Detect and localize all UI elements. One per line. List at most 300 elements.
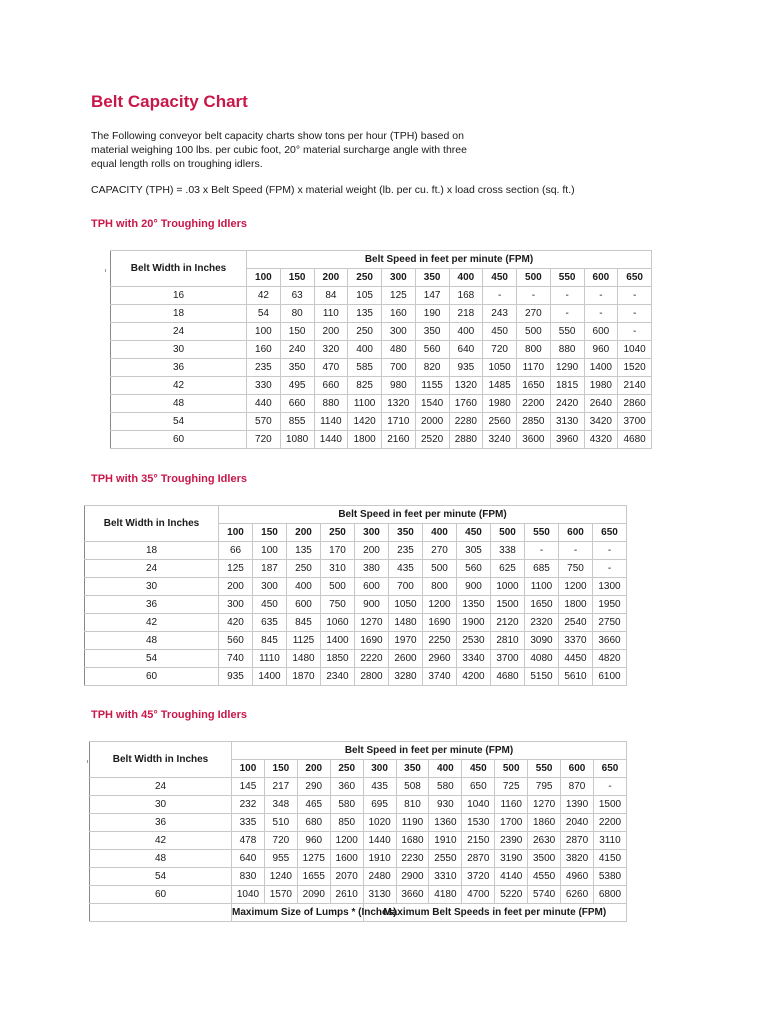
- capacity-cell: 508: [396, 778, 429, 796]
- capacity-cell: 420: [219, 614, 253, 632]
- speed-column-header: 650: [618, 269, 652, 287]
- capacity-cell: 500: [423, 560, 457, 578]
- capacity-cell: 1980: [483, 395, 517, 413]
- capacity-cell: 4320: [584, 431, 618, 449]
- capacity-cell: 5220: [495, 886, 528, 904]
- capacity-cell: 2140: [618, 377, 652, 395]
- capacity-cell: 470: [314, 359, 348, 377]
- capacity-cell: 1320: [382, 395, 416, 413]
- capacity-cell: 1400: [253, 668, 287, 686]
- capacity-cell: 3190: [495, 850, 528, 868]
- capacity-cell: 740: [219, 650, 253, 668]
- speed-column-header: 600: [584, 269, 618, 287]
- capacity-cell: 560: [219, 632, 253, 650]
- capacity-cell: 300: [253, 578, 287, 596]
- section-title-35: TPH with 35° Troughing Idlers: [91, 473, 247, 485]
- belt-width-cell: 60: [111, 431, 247, 449]
- capacity-cell: 3700: [618, 413, 652, 431]
- capacity-cell: 310: [321, 560, 355, 578]
- capacity-cell: 495: [280, 377, 314, 395]
- speed-column-header: 250: [330, 760, 363, 778]
- capacity-cell: 450: [253, 596, 287, 614]
- capacity-cell: 2880: [449, 431, 483, 449]
- capacity-cell: 3820: [561, 850, 594, 868]
- belt-width-header: Belt Width in Inches: [111, 251, 247, 287]
- speed-column-header: 350: [415, 269, 449, 287]
- capacity-cell: 4820: [593, 650, 627, 668]
- speed-column-header: 450: [457, 524, 491, 542]
- table-row: [111, 431, 652, 449]
- capacity-cell: 1910: [363, 850, 396, 868]
- capacity-cell: 63: [280, 287, 314, 305]
- capacity-cell: 560: [457, 560, 491, 578]
- table-row: [85, 560, 627, 578]
- capacity-cell: 680: [297, 814, 330, 832]
- capacity-cell: -: [559, 542, 593, 560]
- table-row: [90, 886, 627, 904]
- capacity-cell: 3110: [593, 832, 626, 850]
- belt-width-cell: 48: [111, 395, 247, 413]
- bullet-mark: [105, 269, 106, 272]
- capacity-cell: 200: [355, 542, 389, 560]
- belt-width-cell: 54: [90, 868, 232, 886]
- capacity-cell: 1000: [491, 578, 525, 596]
- capacity-cell: 880: [314, 395, 348, 413]
- capacity-cell: 2480: [363, 868, 396, 886]
- capacity-cell: 2860: [618, 395, 652, 413]
- capacity-cell: 960: [297, 832, 330, 850]
- capacity-cell: 1290: [550, 359, 584, 377]
- belt-width-cell: 36: [90, 814, 232, 832]
- capacity-cell: 1500: [491, 596, 525, 614]
- capacity-cell: 1910: [429, 832, 462, 850]
- capacity-cell: 1160: [495, 796, 528, 814]
- table-row: [111, 341, 652, 359]
- capacity-cell: 1800: [348, 431, 382, 449]
- capacity-cell: 3660: [593, 632, 627, 650]
- capacity-cell: 1200: [330, 832, 363, 850]
- capacity-cell: 640: [449, 341, 483, 359]
- capacity-cell: 200: [314, 323, 348, 341]
- capacity-cell: 2220: [355, 650, 389, 668]
- belt-width-cell: 60: [85, 668, 219, 686]
- table-row: [85, 542, 627, 560]
- capacity-cell: 830: [232, 868, 265, 886]
- belt-width-cell: 54: [111, 413, 247, 431]
- capacity-cell: 1110: [253, 650, 287, 668]
- capacity-cell: 1200: [423, 596, 457, 614]
- table-row: [90, 796, 627, 814]
- capacity-cell: 1690: [355, 632, 389, 650]
- capacity-cell: 2810: [491, 632, 525, 650]
- capacity-cell: 560: [415, 341, 449, 359]
- capacity-cell: 300: [382, 323, 416, 341]
- belt-width-cell: 60: [90, 886, 232, 904]
- capacity-cell: 2560: [483, 413, 517, 431]
- capacity-cell: 1440: [363, 832, 396, 850]
- capacity-cell: 1420: [348, 413, 382, 431]
- capacity-cell: 935: [219, 668, 253, 686]
- capacity-cell: 125: [219, 560, 253, 578]
- speed-column-header: 650: [593, 524, 627, 542]
- speed-column-header: 650: [593, 760, 626, 778]
- capacity-cell: 4080: [525, 650, 559, 668]
- belt-width-cell: 48: [85, 632, 219, 650]
- capacity-cell: 1350: [457, 596, 491, 614]
- capacity-cell: 2070: [330, 868, 363, 886]
- belt-width-cell: 42: [85, 614, 219, 632]
- capacity-cell: 1700: [495, 814, 528, 832]
- capacity-cell: 650: [462, 778, 495, 796]
- speed-column-header: 350: [389, 524, 423, 542]
- capacity-cell: 1190: [396, 814, 429, 832]
- capacity-cell: 900: [355, 596, 389, 614]
- capacity-cell: 1870: [287, 668, 321, 686]
- capacity-cell: 900: [457, 578, 491, 596]
- capacity-cell: 2610: [330, 886, 363, 904]
- capacity-cell: -: [525, 542, 559, 560]
- capacity-cell: 750: [321, 596, 355, 614]
- capacity-cell: 1400: [321, 632, 355, 650]
- speed-column-header: 250: [348, 269, 382, 287]
- capacity-cell: 2420: [550, 395, 584, 413]
- capacity-cell: -: [584, 305, 618, 323]
- capacity-cell: 2530: [457, 632, 491, 650]
- speed-column-header: 150: [264, 760, 297, 778]
- speed-column-header: 250: [321, 524, 355, 542]
- belt-width-cell: 42: [90, 832, 232, 850]
- capacity-cell: 240: [280, 341, 314, 359]
- capacity-cell: 880: [550, 341, 584, 359]
- capacity-cell: 2150: [462, 832, 495, 850]
- capacity-cell: 3370: [559, 632, 593, 650]
- capacity-cell: -: [550, 287, 584, 305]
- table-row: [85, 614, 627, 632]
- capacity-cell: 3130: [550, 413, 584, 431]
- capacity-cell: -: [593, 542, 627, 560]
- capacity-cell: 570: [247, 413, 281, 431]
- table-row: [90, 850, 627, 868]
- speed-column-header: 100: [219, 524, 253, 542]
- capacity-cell: 1760: [449, 395, 483, 413]
- page-title: Belt Capacity Chart: [91, 92, 248, 111]
- speed-column-header: 450: [483, 269, 517, 287]
- capacity-cell: 1650: [525, 596, 559, 614]
- capacity-cell: 845: [287, 614, 321, 632]
- capacity-cell: 3660: [396, 886, 429, 904]
- belt-width-cell: 16: [111, 287, 247, 305]
- capacity-cell: 4200: [457, 668, 491, 686]
- capacity-cell: 300: [219, 596, 253, 614]
- capacity-cell: 338: [491, 542, 525, 560]
- table-row: [85, 578, 627, 596]
- capacity-cell: 2960: [423, 650, 457, 668]
- capacity-cell: 1800: [559, 596, 593, 614]
- table-row: [85, 650, 627, 668]
- table-row: [85, 668, 627, 686]
- capacity-cell: 850: [330, 814, 363, 832]
- capacity-cell: 660: [280, 395, 314, 413]
- capacity-formula: CAPACITY (TPH) = .03 x Belt Speed (FPM) x material weight (lb. per cu. ft.) x load cross section (sq. ft.): [91, 184, 575, 196]
- belt-width-cell: 24: [90, 778, 232, 796]
- belt-speed-header: Belt Speed in feet per minute (FPM): [232, 742, 627, 760]
- capacity-cell: 2200: [593, 814, 626, 832]
- capacity-cell: 2640: [584, 395, 618, 413]
- capacity-cell: 400: [449, 323, 483, 341]
- capacity-cell: 435: [363, 778, 396, 796]
- capacity-cell: 810: [396, 796, 429, 814]
- belt-width-cell: 18: [85, 542, 219, 560]
- capacity-cell: 1100: [525, 578, 559, 596]
- capacity-cell: 440: [247, 395, 281, 413]
- capacity-cell: -: [517, 287, 551, 305]
- capacity-cell: 1900: [457, 614, 491, 632]
- table-row: [111, 377, 652, 395]
- speed-column-header: 150: [280, 269, 314, 287]
- speed-column-header: 400: [429, 760, 462, 778]
- capacity-cell: 1360: [429, 814, 462, 832]
- capacity-cell: 4680: [491, 668, 525, 686]
- capacity-cell: 6800: [593, 886, 626, 904]
- capacity-cell: 685: [525, 560, 559, 578]
- capacity-cell: 3090: [525, 632, 559, 650]
- capacity-cell: 825: [348, 377, 382, 395]
- capacity-cell: 135: [348, 305, 382, 323]
- capacity-cell: 800: [423, 578, 457, 596]
- capacity-cell: 1040: [462, 796, 495, 814]
- belt-width-cell: 30: [85, 578, 219, 596]
- capacity-cell: 3960: [550, 431, 584, 449]
- section-title-45: TPH with 45° Troughing Idlers: [91, 709, 247, 721]
- capacity-cell: 1650: [517, 377, 551, 395]
- belt-width-cell: 24: [85, 560, 219, 578]
- capacity-cell: 168: [449, 287, 483, 305]
- speed-column-header: 300: [355, 524, 389, 542]
- capacity-cell: 66: [219, 542, 253, 560]
- capacity-cell: 6260: [561, 886, 594, 904]
- capacity-cell: 4960: [561, 868, 594, 886]
- capacity-cell: 110: [314, 305, 348, 323]
- speed-column-header: 100: [232, 760, 265, 778]
- capacity-cell: 465: [297, 796, 330, 814]
- capacity-cell: 1170: [517, 359, 551, 377]
- capacity-cell: 2850: [517, 413, 551, 431]
- capacity-cell: 580: [429, 778, 462, 796]
- capacity-cell: 3240: [483, 431, 517, 449]
- capacity-cell: 1390: [561, 796, 594, 814]
- speed-column-header: 100: [247, 269, 281, 287]
- capacity-cell: 235: [247, 359, 281, 377]
- capacity-cell: 435: [389, 560, 423, 578]
- capacity-table-20: [110, 250, 652, 449]
- table-row: [90, 778, 627, 796]
- capacity-cell: 2250: [423, 632, 457, 650]
- speed-column-header: 500: [491, 524, 525, 542]
- capacity-cell: 870: [561, 778, 594, 796]
- capacity-cell: 1040: [232, 886, 265, 904]
- speed-column-header: 450: [462, 760, 495, 778]
- capacity-cell: 1020: [363, 814, 396, 832]
- capacity-cell: 187: [253, 560, 287, 578]
- table-row: [90, 814, 627, 832]
- capacity-cell: 600: [287, 596, 321, 614]
- capacity-cell: 2280: [449, 413, 483, 431]
- capacity-cell: 1440: [314, 431, 348, 449]
- intro-paragraph: The Following conveyor belt capacity charts show tons per hour (TPH) based on material weighing 100 lbs. per cubic foot, 20° material surcharge angle with three equal length rolls on troughing idlers.: [91, 130, 467, 170]
- capacity-cell: 1530: [462, 814, 495, 832]
- bullet-mark: [87, 760, 88, 763]
- capacity-cell: 2390: [495, 832, 528, 850]
- belt-width-cell: 42: [111, 377, 247, 395]
- capacity-cell: 930: [429, 796, 462, 814]
- capacity-cell: 1540: [415, 395, 449, 413]
- capacity-cell: 1400: [584, 359, 618, 377]
- capacity-cell: 305: [457, 542, 491, 560]
- table-row: [90, 868, 627, 886]
- capacity-cell: 500: [321, 578, 355, 596]
- capacity-cell: 500: [517, 323, 551, 341]
- speed-column-header: 200: [287, 524, 321, 542]
- belt-width-cell: 54: [85, 650, 219, 668]
- table-row: [111, 359, 652, 377]
- capacity-cell: 170: [321, 542, 355, 560]
- capacity-cell: 2090: [297, 886, 330, 904]
- capacity-cell: 935: [449, 359, 483, 377]
- capacity-cell: 695: [363, 796, 396, 814]
- capacity-cell: 1710: [382, 413, 416, 431]
- capacity-cell: 335: [232, 814, 265, 832]
- capacity-cell: 2120: [491, 614, 525, 632]
- capacity-table-35: [84, 505, 627, 686]
- capacity-cell: 100: [247, 323, 281, 341]
- belt-width-cell: 36: [85, 596, 219, 614]
- capacity-cell: 2550: [429, 850, 462, 868]
- capacity-cell: 1815: [550, 377, 584, 395]
- capacity-cell: -: [584, 287, 618, 305]
- belt-width-header: Belt Width in Inches: [85, 506, 219, 542]
- capacity-cell: 1860: [528, 814, 561, 832]
- table-row: [111, 287, 652, 305]
- capacity-cell: 510: [264, 814, 297, 832]
- capacity-cell: 955: [264, 850, 297, 868]
- belt-speed-header: Belt Speed in feet per minute (FPM): [247, 251, 652, 269]
- capacity-cell: 1480: [389, 614, 423, 632]
- capacity-cell: 700: [389, 578, 423, 596]
- capacity-cell: 5150: [525, 668, 559, 686]
- capacity-cell: 350: [415, 323, 449, 341]
- capacity-cell: 3700: [491, 650, 525, 668]
- capacity-cell: 6100: [593, 668, 627, 686]
- capacity-cell: 4550: [528, 868, 561, 886]
- capacity-cell: 360: [330, 778, 363, 796]
- capacity-cell: 3500: [528, 850, 561, 868]
- capacity-cell: 1570: [264, 886, 297, 904]
- capacity-cell: 3280: [389, 668, 423, 686]
- capacity-cell: 147: [415, 287, 449, 305]
- capacity-cell: 3310: [429, 868, 462, 886]
- capacity-cell: 2600: [389, 650, 423, 668]
- speed-column-header: 550: [528, 760, 561, 778]
- capacity-cell: 160: [382, 305, 416, 323]
- capacity-cell: -: [593, 560, 627, 578]
- capacity-cell: 2230: [396, 850, 429, 868]
- table-row: [111, 323, 652, 341]
- capacity-cell: 150: [280, 323, 314, 341]
- table-row: [111, 413, 652, 431]
- capacity-cell: 4180: [429, 886, 462, 904]
- capacity-cell: 4680: [618, 431, 652, 449]
- capacity-cell: 1850: [321, 650, 355, 668]
- section-title-20: TPH with 20° Troughing Idlers: [91, 218, 247, 230]
- capacity-cell: 3340: [457, 650, 491, 668]
- capacity-cell: 750: [559, 560, 593, 578]
- capacity-cell: -: [618, 287, 652, 305]
- capacity-cell: -: [483, 287, 517, 305]
- capacity-cell: 2870: [561, 832, 594, 850]
- belt-speed-header: Belt Speed in feet per minute (FPM): [219, 506, 627, 524]
- capacity-table-45: [89, 741, 627, 922]
- capacity-cell: 855: [280, 413, 314, 431]
- capacity-cell: 5610: [559, 668, 593, 686]
- table-row: [111, 395, 652, 413]
- capacity-cell: 243: [483, 305, 517, 323]
- capacity-cell: 725: [495, 778, 528, 796]
- capacity-cell: 720: [483, 341, 517, 359]
- speed-column-header: 500: [517, 269, 551, 287]
- capacity-cell: 3420: [584, 413, 618, 431]
- capacity-cell: 1680: [396, 832, 429, 850]
- speed-column-header: 600: [561, 760, 594, 778]
- capacity-cell: 1970: [389, 632, 423, 650]
- capacity-cell: 1140: [314, 413, 348, 431]
- capacity-cell: 660: [314, 377, 348, 395]
- capacity-cell: 84: [314, 287, 348, 305]
- capacity-cell: 380: [355, 560, 389, 578]
- capacity-cell: 2800: [355, 668, 389, 686]
- capacity-cell: -: [593, 778, 626, 796]
- capacity-cell: 160: [247, 341, 281, 359]
- speed-column-header: 400: [423, 524, 457, 542]
- capacity-cell: 600: [584, 323, 618, 341]
- capacity-cell: 2320: [525, 614, 559, 632]
- capacity-cell: 1050: [483, 359, 517, 377]
- capacity-cell: 42: [247, 287, 281, 305]
- capacity-cell: 1950: [593, 596, 627, 614]
- capacity-cell: 2630: [528, 832, 561, 850]
- speed-column-header: 300: [382, 269, 416, 287]
- capacity-cell: 190: [415, 305, 449, 323]
- capacity-cell: 800: [517, 341, 551, 359]
- max-lump-size-header: Maximum Size of Lumps * (Inches): [232, 904, 364, 922]
- capacity-cell: 585: [348, 359, 382, 377]
- capacity-cell: 1270: [528, 796, 561, 814]
- capacity-cell: 1300: [593, 578, 627, 596]
- capacity-cell: 1270: [355, 614, 389, 632]
- capacity-cell: 1100: [348, 395, 382, 413]
- capacity-cell: 635: [253, 614, 287, 632]
- capacity-cell: 478: [232, 832, 265, 850]
- capacity-cell: 3600: [517, 431, 551, 449]
- capacity-cell: 1600: [330, 850, 363, 868]
- speed-column-header: 600: [559, 524, 593, 542]
- speed-column-header: 350: [396, 760, 429, 778]
- capacity-cell: 2900: [396, 868, 429, 886]
- table-row: [90, 832, 627, 850]
- speed-column-header: 150: [253, 524, 287, 542]
- capacity-cell: 100: [253, 542, 287, 560]
- capacity-cell: 2870: [462, 850, 495, 868]
- capacity-cell: 250: [287, 560, 321, 578]
